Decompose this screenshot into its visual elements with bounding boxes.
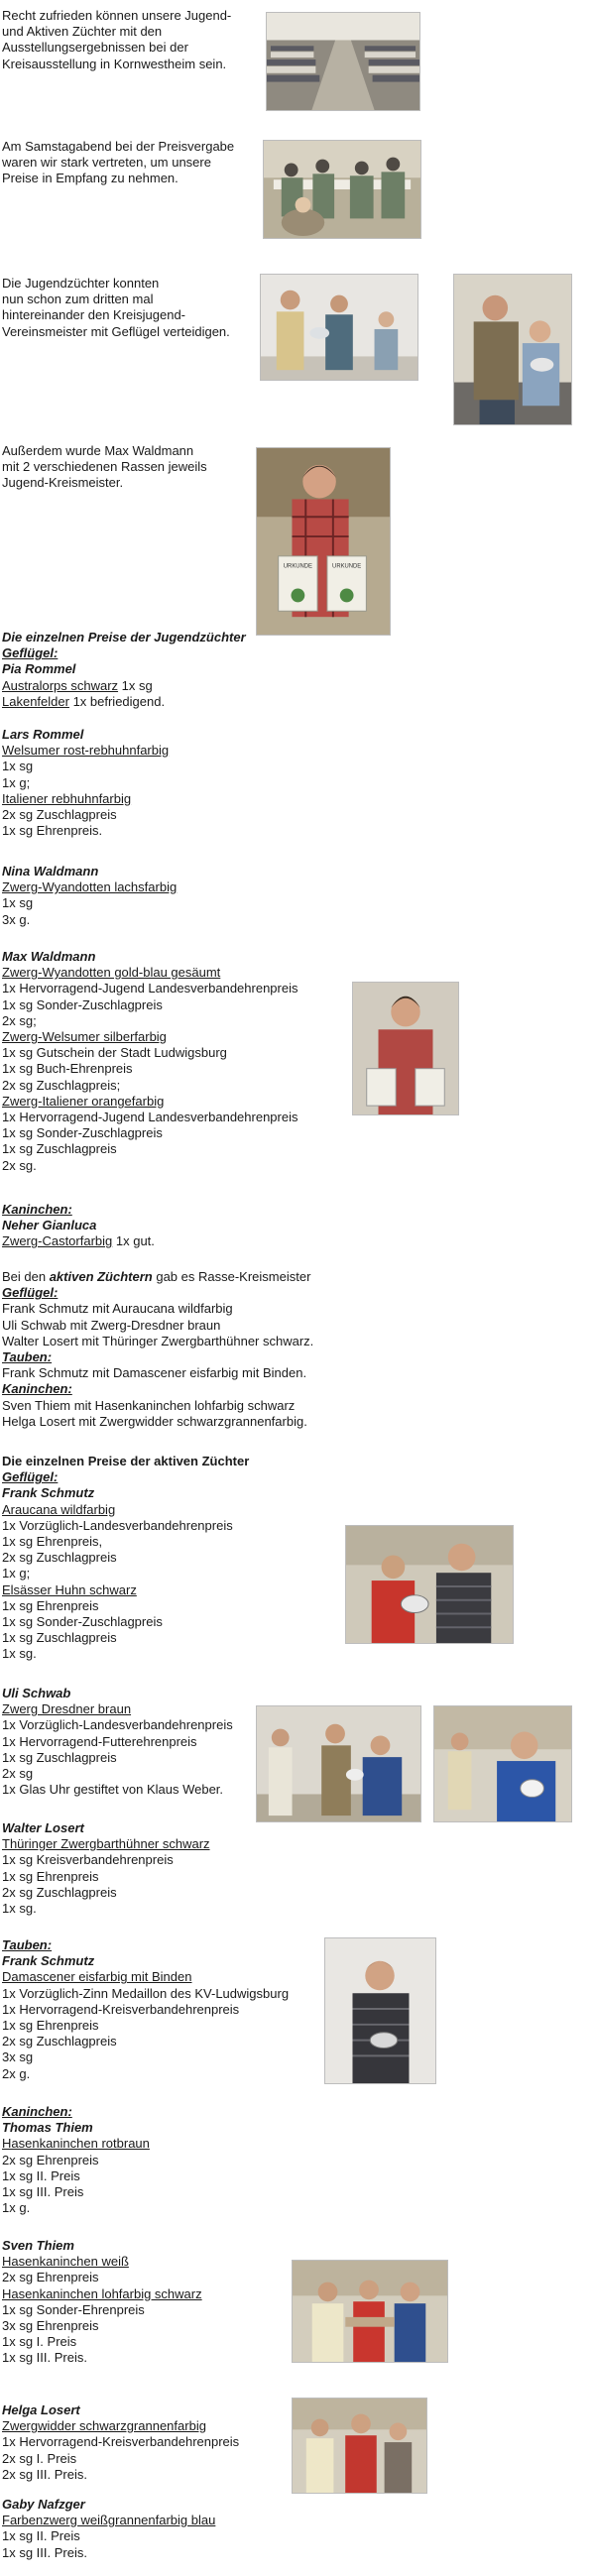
breeder-name-helga-losert: Helga Losert bbox=[2, 2402, 80, 2417]
uli-schwab-prizes: Uli Schwab Zwerg Dresdner braun 1x Vorzüglich-Landesverbandehrenpreis 1x Hervorragend-Futterehrenpreis 1x sg Zuschlagpreis 2x sg 1x Glas Uhr gestiftet von Klaus Weber. bbox=[2, 1686, 233, 1798]
certificate-title-right: URKUNDE bbox=[332, 563, 362, 570]
uli-schwab-award-photo bbox=[256, 1705, 421, 1822]
youth-category-poultry: Geflügel: bbox=[2, 645, 59, 661]
youth-champions-photo bbox=[453, 274, 572, 425]
nina-waldmann-prizes: Nina Waldmann Zwerg-Wyandotten lachsfarbig 1x sg 3x g. bbox=[2, 864, 178, 927]
active-rabbits-prizes: Kaninchen: Thomas Thiem Hasenkaninchen rotbraun 2x sg Ehrenpreis 1x sg II. Preis 1x sg III. Preis 1x g. bbox=[2, 2104, 150, 2216]
breeder-name-max-waldmann: Max Waldmann bbox=[2, 949, 96, 964]
youth-heading: Die einzelnen Preise der Jugendzüchter bbox=[2, 630, 246, 644]
district-champions-section: Bei den aktiven Züchtern gab es Rasse-Kreismeister Geflügel: Frank Schmutz mit Auraucana wildfarbig Uli Schwab mit Zwerg-Dresdner braun Walter Losert mit Thüringer Zwergbarthühner schwarz. Tauben: Frank Schmutz mit Damascener eisfarbig mit Binden. Kaninchen: Sven Thiem mit Hasenkaninchen lohfarbig schwarz Helga Losert mit Zwergwidder schwarzgrannenfarbig. bbox=[2, 1269, 314, 1429]
frank-schmutz-handshake-photo bbox=[345, 1525, 514, 1644]
walter-losert-prizes: Walter Losert Thüringer Zwergbarthühner schwarz 1x sg Kreisverbandehrenpreis 1x sg Ehrenpreis 2x sg Zuschlagpreis 1x sg. bbox=[2, 1820, 210, 1917]
frank-schmutz-pigeon-photo bbox=[324, 1937, 436, 2084]
sven-thiem-award-photo bbox=[292, 2260, 448, 2363]
neher-entry: Zwerg-Castorfarbig 1x gut. bbox=[2, 1233, 155, 1249]
active-heading: Die einzelnen Preise der aktiven Züchter bbox=[2, 1454, 250, 1468]
youth-category-rabbits: Kaninchen: bbox=[2, 1202, 72, 1217]
youth-prizes-section bbox=[2, 630, 246, 710]
max-waldmann-photo bbox=[352, 982, 459, 1115]
breeder-name-thomas-thiem: Thomas Thiem bbox=[2, 2120, 93, 2136]
breeder-name-gaby-nafzger: Gaby Nafzger bbox=[2, 2497, 85, 2512]
max-waldmann-certificates-photo bbox=[256, 447, 391, 636]
breeder-name-neher-gianluca: Neher Gianluca bbox=[2, 1218, 97, 1233]
intro-paragraph-1: Recht zufrieden können unsere Jugend- und Aktiven Züchter mit den Ausstellungsergebnissen bei der Kreisausstellung in Kornwestheim sein. bbox=[2, 8, 232, 71]
intro-paragraph-3: Die Jugendzüchter konnten nun schon zum dritten mal hintereinander den Kreisjugend- Vereinsmeister mit Geflügel verteidigen. bbox=[2, 276, 230, 339]
active-pigeons-prizes: Tauben: Frank Schmutz Damascener eisfarbig mit Binden 1x Vorzüglich-Zinn Medaillon des KV-Ludwigsburg 1x Hervorragend-Kreisverbandehrenpreis 1x sg Ehrenpreis 2x sg Zuschlagpreis 3x sg 2x g. bbox=[2, 1937, 290, 2081]
sven-thiem-prizes: Sven Thiem Hasenkaninchen weiß 2x sg Ehrenpreis Hasenkaninchen lohfarbig schwarz 1x sg Sonder-Ehrenpreis 3x sg Ehrenpreis 1x sg I. Preis 1x sg III. Preis. bbox=[2, 2238, 202, 2366]
uli-schwab-trophy-photo bbox=[433, 1705, 572, 1822]
breeder-name-walter-losert: Walter Losert bbox=[2, 1820, 84, 1835]
certificate-title-left: URKUNDE bbox=[283, 563, 312, 570]
pia-entry-1: Australorps schwarz 1x sg bbox=[2, 677, 153, 693]
breeder-name-uli-schwab: Uli Schwab bbox=[2, 1686, 71, 1700]
champions-intro: Bei den aktiven Züchtern gab es Rasse-Kreismeister bbox=[2, 1269, 311, 1284]
award-ceremony-photo bbox=[263, 140, 421, 239]
pia-entry-2: Lakenfelder 1x befriedigend. bbox=[2, 693, 166, 709]
breeder-name-sven-thiem: Sven Thiem bbox=[2, 2238, 74, 2253]
gaby-nafzger-prizes: Gaby Nafzger Farbenzwerg weißgrannenfarbig blau 1x sg II. Preis 1x sg III. Preis. bbox=[2, 2497, 216, 2560]
breeder-name-frank-schmutz: Frank Schmutz bbox=[2, 1485, 95, 1501]
active-prizes-section: Die einzelnen Preise der aktiven Züchter Geflügel: Frank Schmutz Araucana wildfarbig 1x Vorzüglich-Landesverbandehrenpreis 1x sg Ehrenpreis, 2x sg Zuschlagpreis 1x g; Elsässer Huhn schwarz 1x sg Ehrenpreis 1x sg Sonder-Zuschlagpreis 1x sg Zuschlagpreis 1x sg. bbox=[2, 1454, 250, 1662]
breeder-name-lars-rommel: Lars Rommel bbox=[2, 727, 84, 742]
helga-losert-prizes: Helga Losert Zwergwidder schwarzgrannenfarbig 1x Hervorragend-Kreisverbandehrenpreis 2x sg I. Preis 2x sg III. Preis. bbox=[2, 2402, 240, 2482]
youth-rabbits-prizes bbox=[2, 1202, 155, 1250]
exhibition-hall-photo bbox=[266, 12, 420, 111]
intro-paragraph-2: Am Samstagabend bei der Preisvergabe waren wir stark vertreten, um unsere Preise in Empfang zu nehmen. bbox=[2, 139, 235, 186]
lars-rommel-prizes: Lars Rommel Welsumer rost-rebhuhnfarbig 1x sg 1x g; Italiener rebhuhnfarbig 2x sg Zuschlagpreis 1x sg Ehrenpreis. bbox=[2, 727, 170, 839]
youth-breeders-group-photo bbox=[260, 274, 418, 381]
intro-paragraph-4: Außerdem wurde Max Waldmann mit 2 verschiedenen Rassen jeweils Jugend-Kreismeister. bbox=[2, 443, 207, 491]
helga-losert-award-photo bbox=[292, 2398, 427, 2494]
breeder-name-frank-schmutz-pigeons: Frank Schmutz bbox=[2, 1953, 95, 1969]
breeder-name-nina-waldmann: Nina Waldmann bbox=[2, 864, 99, 878]
breeder-name-pia-rommel: Pia Rommel bbox=[2, 661, 76, 677]
max-waldmann-prizes: Max Waldmann Zwerg-Wyandotten gold-blau gesäumt 1x Hervorragend-Jugend Landesverbandehrenpreis 1x sg Sonder-Zuschlagpreis 2x sg; Zwerg-Welsumer silberfarbig 1x sg Gutschein der Stadt Ludwigsburg 1x sg Buch-Ehrenpreis 2x sg Zuschlagpreis; Zwerg-Italiener orangefarbig 1x Hervorragend-Jugend Landesverbandehrenpreis 1x sg Sonder-Zuschlagpreis 1x sg Zuschlagpreis 2x sg. bbox=[2, 949, 298, 1173]
